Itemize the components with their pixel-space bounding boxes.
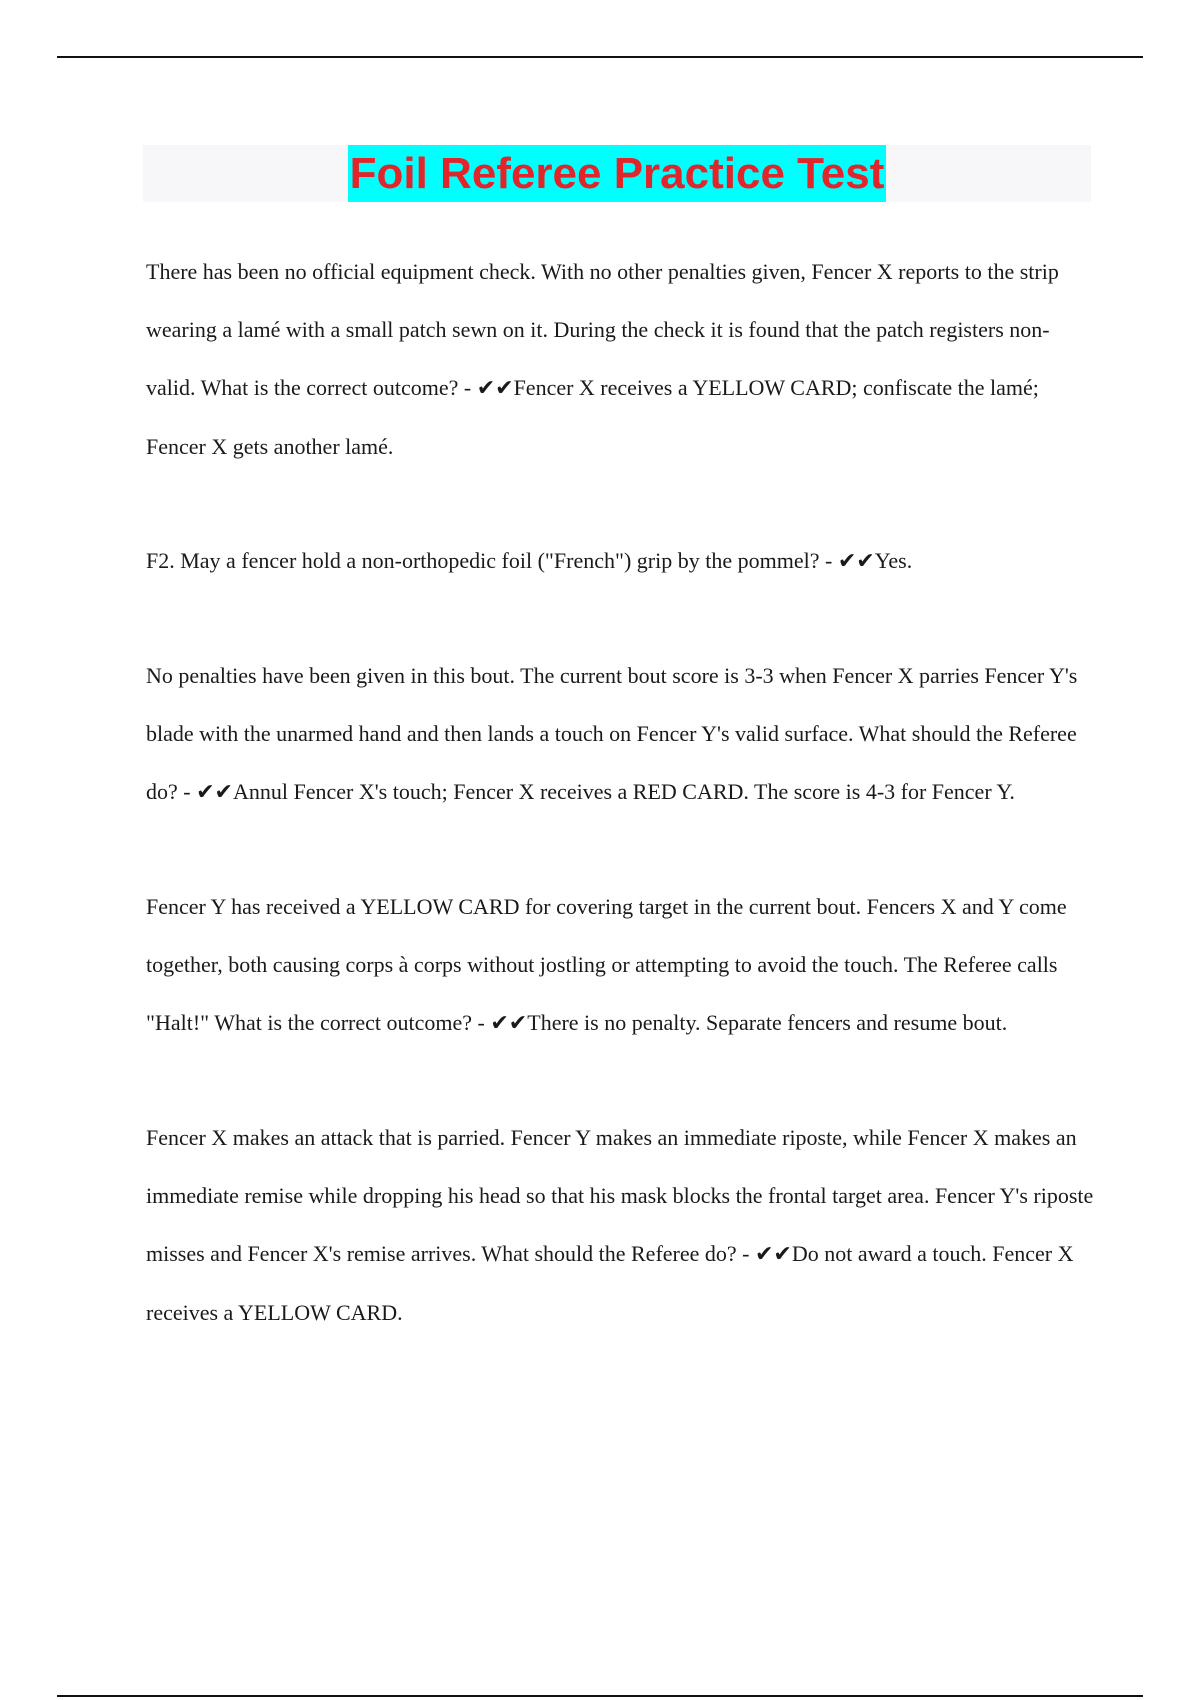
title-band bbox=[143, 145, 1091, 202]
question-text: There has been no official equipment check. With no other penalties given, Fencer X reports to the strip wearing a lamé with a small patch sewn on it. During the check it is found that the patch registers non-valid. What is the correct outcome? - bbox=[146, 259, 1059, 400]
answer-text: Do not award a touch. Fencer X receives a YELLOW CARD. bbox=[146, 1241, 1074, 1325]
top-rule bbox=[57, 56, 1143, 58]
question-text: Fencer X makes an attack that is parried. Fencer Y makes an immediate riposte, while Fencer X makes an immediate remise while dropping his head so that his mask blocks the frontal target area. Fencer Y's riposte misses and Fencer X's remise arrives. What should the Referee do? - bbox=[146, 1125, 1094, 1266]
double-check-icon: ✔✔ bbox=[196, 780, 233, 805]
qa-item-2 bbox=[146, 532, 1096, 591]
double-check-icon: ✔✔ bbox=[754, 1242, 792, 1267]
bottom-rule bbox=[57, 1695, 1143, 1697]
page-title: Foil Referee Practice Test bbox=[348, 145, 887, 202]
double-check-icon: ✔✔ bbox=[476, 376, 514, 401]
question-text: Fencer Y has received a YELLOW CARD for covering target in the current bout. Fencers X and Y come together, both causing corps à corps without jostling or attempting to avoid the touch. The Referee calls "Halt!" What is the correct outcome? - bbox=[146, 894, 1067, 1035]
qa-item-1 bbox=[146, 243, 1096, 476]
answer-text: Yes. bbox=[874, 548, 913, 573]
double-check-icon: ✔✔ bbox=[490, 1011, 528, 1036]
answer-text: Annul Fencer X's touch; Fencer X receives a RED CARD. The score is 4-3 for Fencer Y. bbox=[232, 779, 1015, 804]
qa-item-3 bbox=[146, 647, 1096, 822]
qa-item-5 bbox=[146, 1109, 1096, 1342]
question-text: F2. May a fencer hold a non-orthopedic foil ("French") grip by the pommel? - bbox=[146, 548, 838, 573]
double-check-icon: ✔✔ bbox=[837, 549, 875, 574]
qa-item-4 bbox=[146, 878, 1096, 1053]
answer-text: Fencer X receives a YELLOW CARD; confiscate the lamé; Fencer X gets another lamé. bbox=[146, 375, 1039, 459]
document-body bbox=[146, 243, 1096, 1398]
question-text: No penalties have been given in this bout. The current bout score is 3-3 when Fencer X parries Fencer Y's blade with the unarmed hand and then lands a touch on Fencer Y's valid surface. What should the Referee do? - bbox=[146, 663, 1078, 804]
answer-text: There is no penalty. Separate fencers and resume bout. bbox=[527, 1010, 1008, 1035]
